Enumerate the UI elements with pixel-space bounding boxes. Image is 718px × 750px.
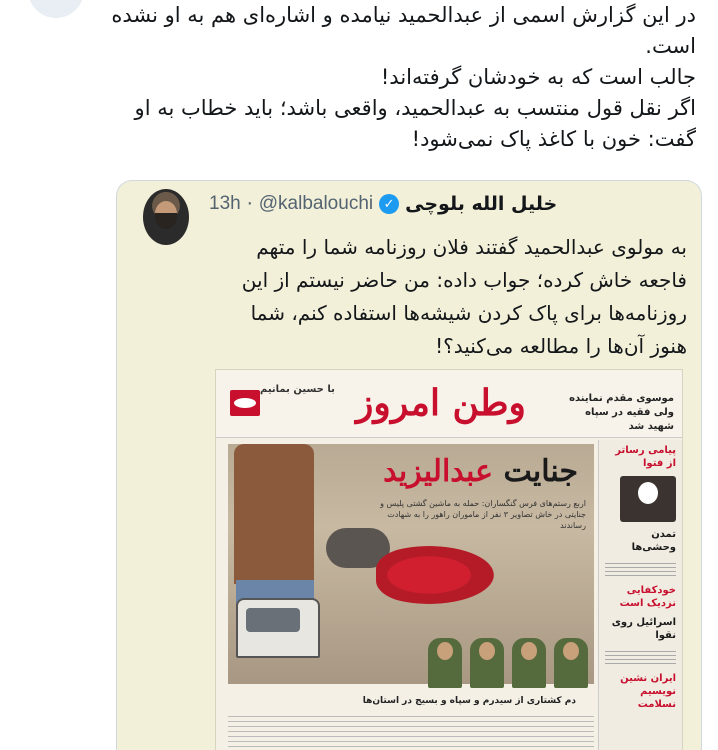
newspaper-headline bbox=[328, 454, 578, 489]
sidebar-headline: پیامی رساتر از فتوا bbox=[615, 445, 676, 469]
quoted-time[interactable]: 13h bbox=[209, 193, 241, 214]
separator-dot: · bbox=[246, 193, 253, 215]
officer-face bbox=[437, 642, 453, 660]
sidebar-headline: تمدن وحشی‌ها bbox=[631, 529, 676, 553]
sidebar-headline: اسرائیل روی نقوا bbox=[611, 617, 676, 641]
post-body bbox=[96, 0, 696, 155]
newspaper-masthead bbox=[216, 370, 682, 438]
quoted-author-row bbox=[209, 193, 557, 215]
officer-portrait bbox=[554, 638, 588, 688]
avatar-beard bbox=[155, 213, 177, 229]
masthead-right-headline: موسوی مقدم نماینده ولی فقیه در سپاه شهید شد bbox=[569, 393, 674, 432]
sidebar-text-lines bbox=[605, 648, 676, 666]
newspaper-image[interactable] bbox=[215, 369, 683, 750]
author-avatar[interactable] bbox=[28, 0, 84, 18]
headline-black: جنایت bbox=[503, 454, 578, 489]
post-line: در این گزارش اسمی از عبدالحمید نیامده و اشاره‌ای هم به او نشده bbox=[111, 3, 696, 27]
officer-face bbox=[521, 642, 537, 660]
sidebar-portrait bbox=[620, 476, 676, 522]
officer-portrait bbox=[512, 638, 546, 688]
newspaper-sidebar bbox=[598, 440, 682, 750]
quoted-text: به مولوی عبدالحمید گفتند فلان روزنامه شما را متهم فاجعه خاش کرده؛ جواب داده: من حاضر نیستم از این روزنامه‌ها برای پاک کردن شیشه‌ها استفاده کنم، شما هنوز آن‌ها را مطالعه می‌کنید؟! bbox=[241, 235, 687, 358]
officer-portrait bbox=[428, 638, 462, 688]
newspaper-title: وطن امروز bbox=[356, 382, 526, 424]
headline-red: عبدالیزید bbox=[383, 454, 493, 489]
post-line: اگر نقل قول منتسب به عبدالحمید، واقعی باشد؛ باید خطاب به او bbox=[134, 96, 696, 120]
quoted-tweet[interactable] bbox=[116, 180, 702, 750]
post-line: گفت: خون با کاغذ پاک نمی‌شود! bbox=[411, 127, 696, 151]
officer-portraits bbox=[412, 638, 588, 698]
sidebar-text-lines bbox=[605, 560, 676, 578]
sidebar-headline: ایران نشین نویسیم نسلامت bbox=[620, 673, 676, 710]
officer-face bbox=[479, 642, 495, 660]
newspaper-logo-icon bbox=[230, 390, 260, 416]
newspaper-body-text bbox=[228, 712, 594, 750]
sidebar-headline: خودکفایی نزدیک است bbox=[619, 585, 676, 609]
quoted-author-name[interactable]: خلیل الله بلوچی bbox=[405, 193, 558, 215]
post-line: جالب است که به خودشان گرفته‌اند! bbox=[380, 65, 696, 89]
quoted-handle[interactable]: @kalbalouchi bbox=[258, 193, 374, 214]
newspaper-subheadline: اربع رستم‌های فرس گنگساران: حمله به ماشین گشتی پلیس و جنایتی در خاش تصاویر ۳ نفر از ماموران راهور را به شهادت رساندند bbox=[380, 499, 586, 530]
post-line: است. bbox=[645, 34, 696, 58]
photo-person bbox=[234, 444, 314, 584]
photo-blood bbox=[376, 546, 494, 604]
quoted-author-avatar[interactable] bbox=[143, 189, 189, 245]
newspaper-caption: دم کشتاری از سیدرم و سپاه و بسیج در استان‌ها bbox=[362, 696, 576, 706]
officer-face bbox=[563, 642, 579, 660]
verified-badge-icon: ✓ bbox=[379, 194, 399, 214]
masthead-left-headline: با حسین بمانیم bbox=[260, 384, 335, 395]
photo-car-window bbox=[246, 608, 300, 632]
officer-portrait bbox=[470, 638, 504, 688]
